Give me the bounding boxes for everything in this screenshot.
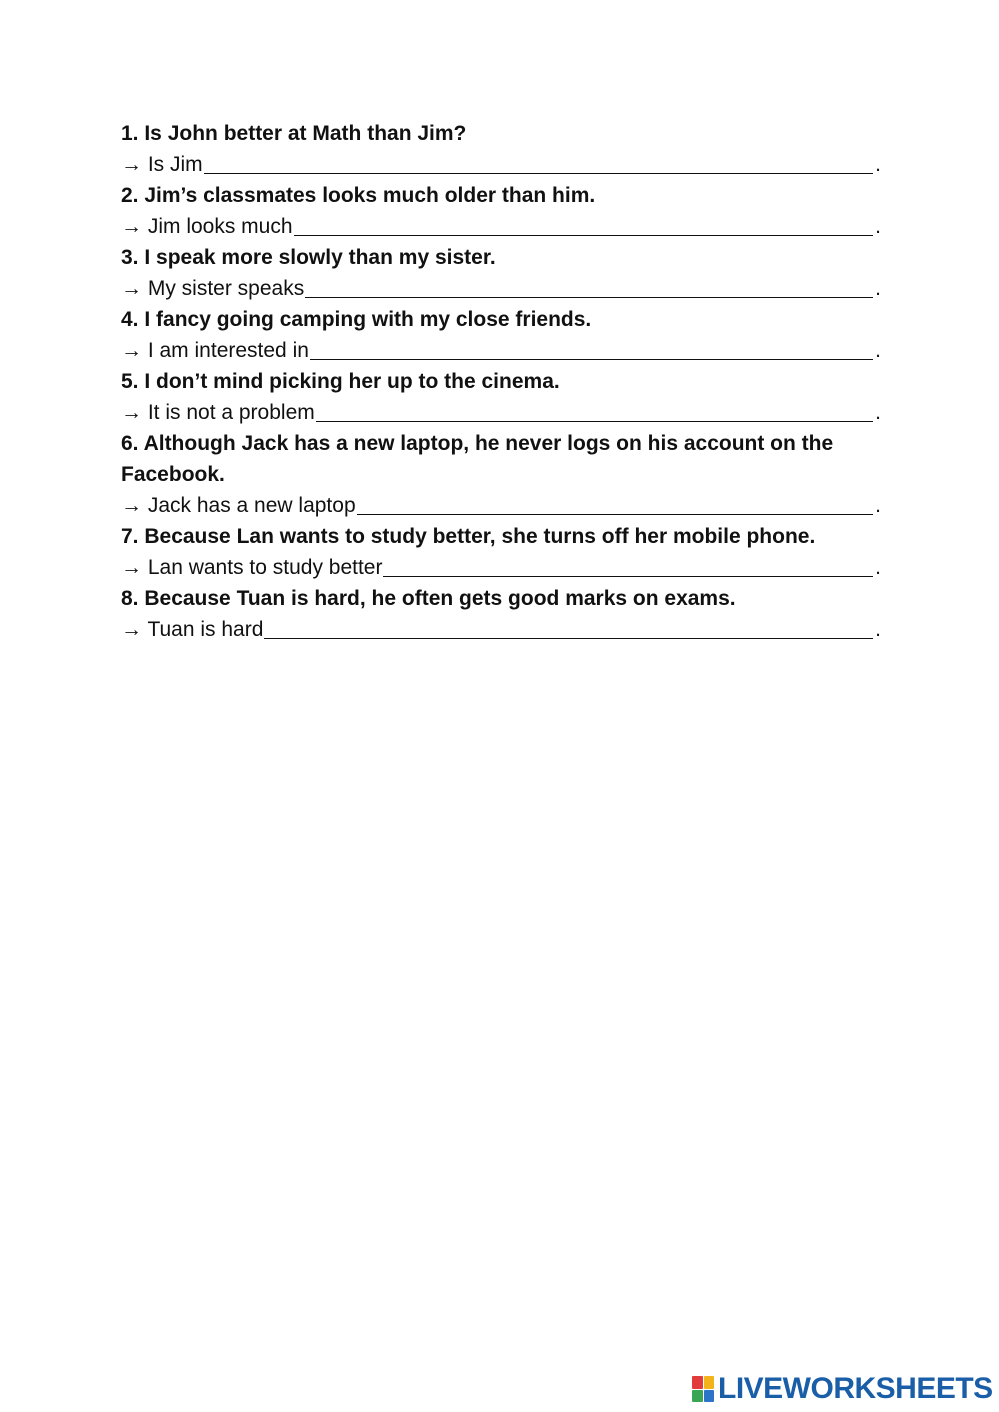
answer-blank[interactable]	[357, 492, 874, 515]
worksheet	[121, 118, 881, 645]
question-text: 3. I speak more slowly than my sister.	[121, 246, 496, 269]
exercise-8	[121, 583, 881, 645]
answer-period: .	[875, 153, 881, 176]
answer-line	[121, 211, 881, 242]
answer-line	[121, 273, 881, 304]
answer-period: .	[875, 215, 881, 238]
exercise-6	[121, 428, 881, 521]
answer-prompt: → My sister speaks	[121, 277, 305, 300]
answer-prompt: → Jack has a new laptop	[121, 494, 356, 517]
logo-square-1	[692, 1376, 703, 1389]
answer-blank[interactable]	[310, 337, 873, 360]
logo-text: LIVEWORKSHEETS	[718, 1372, 993, 1405]
question-text: 6. Although Jack has a new laptop, he never logs on his account on the Facebook.	[121, 432, 834, 486]
logo-square-2	[704, 1376, 715, 1389]
answer-prompt: → Is Jim	[121, 153, 203, 176]
exercise-5	[121, 366, 881, 428]
answer-blank[interactable]	[204, 151, 873, 174]
exercise-7	[121, 521, 881, 583]
answer-period: .	[875, 556, 881, 579]
answer-period: .	[875, 618, 881, 641]
answer-period: .	[875, 401, 881, 424]
answer-line	[121, 397, 881, 428]
exercise-1	[121, 118, 881, 180]
answer-line	[121, 552, 881, 583]
exercise-3	[121, 242, 881, 304]
answer-blank[interactable]	[305, 275, 873, 298]
answer-blank[interactable]	[294, 213, 874, 236]
answer-prompt: → I am interested in	[121, 339, 309, 362]
question-text: 2. Jim’s classmates looks much older than him.	[121, 184, 596, 207]
answer-prompt: → Jim looks much	[121, 215, 293, 238]
liveworksheets-logo	[692, 1372, 993, 1406]
question-text: 8. Because Tuan is hard, he often gets good marks on exams.	[121, 587, 736, 610]
question-text: 1. Is John better at Math than Jim?	[121, 122, 467, 145]
question-text: 5. I don’t mind picking her up to the cinema.	[121, 370, 560, 393]
exercise-4	[121, 304, 881, 366]
logo-icon	[692, 1376, 714, 1402]
answer-period: .	[875, 494, 881, 517]
question-text: 4. I fancy going camping with my close friends.	[121, 308, 592, 331]
answer-blank[interactable]	[316, 399, 873, 422]
answer-prompt: → Lan wants to study better	[121, 556, 383, 579]
answer-line	[121, 490, 881, 521]
answer-blank[interactable]	[383, 554, 873, 577]
answer-line	[121, 149, 881, 180]
answer-period: .	[875, 339, 881, 362]
answer-prompt: → Tuan is hard	[121, 618, 264, 641]
answer-line	[121, 335, 881, 366]
logo-square-3	[692, 1390, 703, 1403]
exercise-2	[121, 180, 881, 242]
answer-line	[121, 614, 881, 645]
answer-prompt: → It is not a problem	[121, 401, 315, 424]
question-text: 7. Because Lan wants to study better, she turns off her mobile phone.	[121, 525, 816, 548]
logo-square-4	[704, 1390, 715, 1403]
answer-period: .	[875, 277, 881, 300]
answer-blank[interactable]	[264, 616, 873, 639]
